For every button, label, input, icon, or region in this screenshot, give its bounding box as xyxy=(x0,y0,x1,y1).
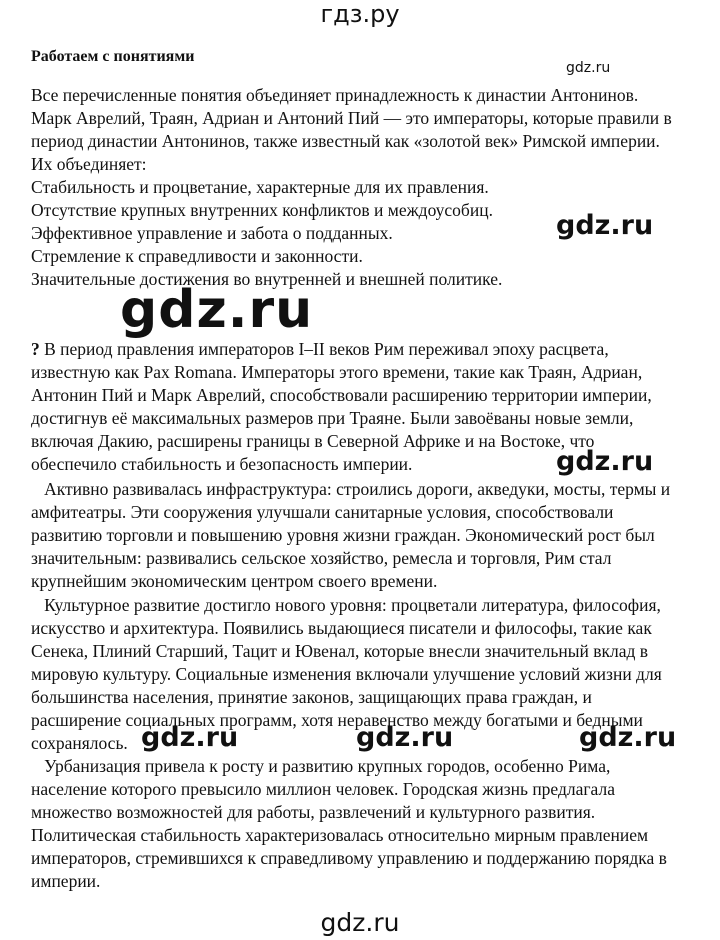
text-line: крупнейшим экономическим центром своего времени. xyxy=(31,571,438,591)
text-line: население которого превысило миллион человек. Городская жизнь предлагала xyxy=(31,779,615,799)
watermark: gdz.ru xyxy=(579,722,677,753)
footer-watermark: gdz.ru xyxy=(320,908,400,937)
text-line: императоров, стремившихся к справедливому управлению и поддержанию порядка в xyxy=(31,848,667,868)
text-line: Антонин Пий и Марк Аврелий, способствовали расширению территории империи, xyxy=(31,385,652,405)
text-line: Активно развивалась инфраструктура: строились дороги, акведуки, мосты, термы и xyxy=(31,479,671,499)
text-line: значительным: развивались сельское хозяйство, ремесла и торговля, Рим стал xyxy=(31,548,612,568)
text-line: множество возможностей для работы, развлечений и культурного развития. xyxy=(31,802,596,822)
text-line: достигнув её максимальных размеров при Траяне. Были завоёваны новые земли, xyxy=(31,408,634,428)
site-logo[interactable]: гдз.ру xyxy=(320,0,400,28)
text-line: обеспечило стабильность и безопасность империи. xyxy=(31,454,413,474)
text-line: Политическая стабильность характеризовалась относительно мирным правлением xyxy=(31,825,649,845)
text-line: период династии Антонинов, также известный как «золотой век» Римской империи. xyxy=(31,131,660,151)
text-line: Марк Аврелий, Траян, Адриан и Антоний Пий — это императоры, которые правили в xyxy=(31,108,672,128)
watermark: gdz.ru xyxy=(556,210,654,241)
watermark-large: gdz.ru xyxy=(120,280,314,340)
text-line: Все перечисленные понятия объединяет принадлежность к династии Антонинов. xyxy=(31,85,639,105)
question-mark: ? xyxy=(31,339,40,359)
text-line: амфитеатры. Эти сооружения улучшали санитарные условия, способствовали xyxy=(31,502,614,522)
text-line: Урбанизация привела к росту и развитию крупных городов, особенно Рима, xyxy=(31,756,611,776)
text-line: известную как Pax Romana. Императоры этого времени, такие как Траян, Адриан, xyxy=(31,362,643,382)
text-line: большинства населения, принятие законов, защищающих права граждан, и xyxy=(31,687,592,707)
section-heading: Работаем с понятиями xyxy=(31,48,195,65)
text-line: Культурное развитие достигло нового уровня: процветали литература, философия, xyxy=(31,595,661,615)
watermark-small: gdz.ru xyxy=(566,60,611,76)
text-line: Стабильность и процветание, характерные для их правления. xyxy=(31,177,489,197)
text-line: Стремление к справедливости и законности. xyxy=(31,246,363,266)
text-line: Сенека, Плиний Старший, Тацит и Ювенал, которые внесли значительный вклад в xyxy=(31,641,649,661)
text-line: Эффективное управление и забота о подданных. xyxy=(31,223,393,243)
text-line: сохранялось. xyxy=(31,733,128,753)
text-line: империи. xyxy=(31,871,101,891)
text-line: искусство и архитектура. Появились выдающиеся писатели и философы, такие как xyxy=(31,618,652,638)
text-line: расширение социальных программ, хотя неравенство между богатыми и бедными xyxy=(31,710,643,730)
text-line: Отсутствие крупных внутренних конфликтов и междоусобиц. xyxy=(31,200,493,220)
watermark: gdz.ru xyxy=(556,446,654,477)
watermark: gdz.ru xyxy=(141,722,239,753)
text-line: развитию торговли и повышению уровня жизни граждан. Экономический рост был xyxy=(31,525,655,545)
text-line: Значительные достижения во внутренней и внешней политике. xyxy=(31,269,503,289)
text-line: включая Дакию, расширены границы в Северной Африке и на Востоке, что xyxy=(31,431,595,451)
text-line: мировую культуру. Социальные изменения включали улучшение условий жизни для xyxy=(31,664,662,684)
text-line: Их объединяет: xyxy=(31,154,147,174)
text-line xyxy=(31,339,609,360)
watermark: gdz.ru xyxy=(356,722,454,753)
text-fragment: В период правления императоров I–II веков Рим переживал эпоху расцвета, xyxy=(39,339,609,359)
